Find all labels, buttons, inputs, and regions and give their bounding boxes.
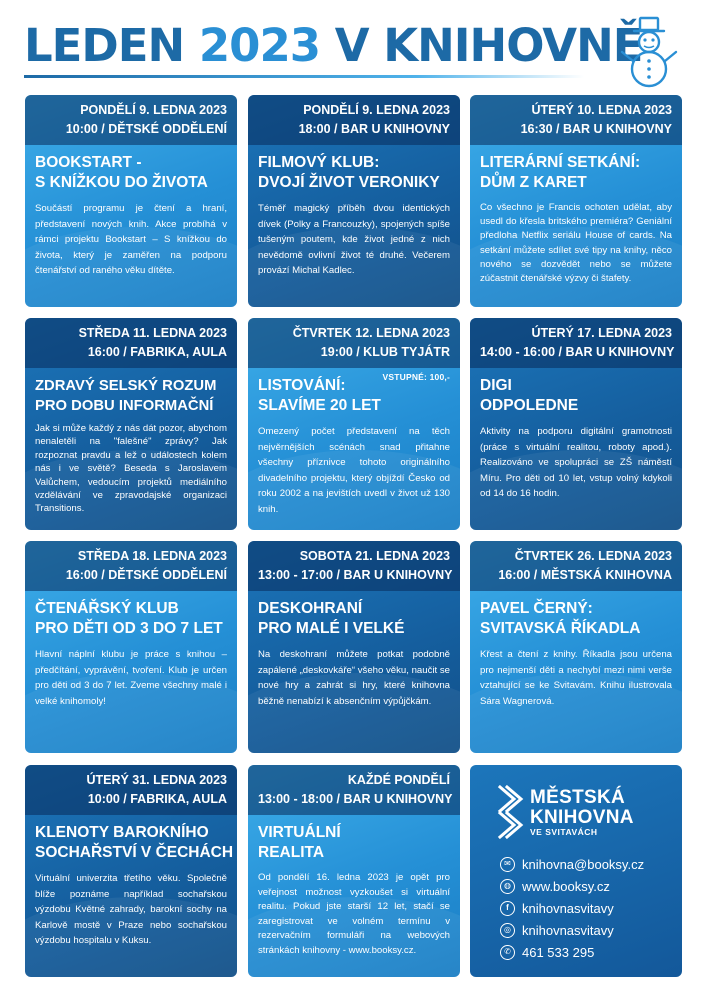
event-description: Jak si může každý z nás dát pozor, abychom nenaletěli na "falešné" zprávy? Jak rozpoznat pravdu a lež o událostech kolem nás i ve světě? Beseda s Jaroslavem Valůchem, vedoucím projektů mediálního vzdělávání ve zpravodajské organizaci Transitions.: [35, 423, 227, 515]
event-title-line: S KNÍŽKOU DO ŽIVOTA: [35, 174, 208, 191]
event-header: [248, 765, 460, 815]
event-date: ÚTERÝ 31. LEDNA 2023: [86, 773, 227, 787]
event-time-place: 10:00 / FABRIKA, AULA: [87, 792, 227, 806]
event-title-line: REALITA: [258, 844, 325, 861]
event-title: [35, 599, 227, 639]
event-title-line: DESKOHRANÍ: [258, 600, 363, 617]
event-date: ČTVRTEK 12. LEDNA 2023: [292, 326, 450, 340]
card-decoration: [25, 673, 237, 753]
event-time-place: 16:00 / DĚTSKÉ ODDĚLENÍ: [65, 568, 227, 582]
event-date: STŘEDA 18. LEDNA 2023: [77, 549, 227, 563]
event-card-reading-club: [25, 541, 237, 753]
card-decoration: [470, 227, 682, 307]
title-underline: [24, 75, 584, 78]
event-description: Součástí programu je čtení a hraní, představení nových knih. Akce probíhá v rámci projektu Bookstart – S knížkou do života, který je zaměřen na podporu čtenářství od raného věku dítěte.: [35, 203, 227, 276]
contact-website-text[interactable]: www.booksy.cz: [522, 878, 610, 894]
event-title-line: KLENOTY BAROKNÍHO: [35, 824, 209, 841]
logo-text-line2: KNIHOVNA: [530, 807, 634, 828]
event-description: Křest a čtení z knihy. Říkadla jsou určena pro nejmenší děti a nechybí mezi nimi verše vztahující se ke Svitavám. Knihu ilustrovala Sára Wagnerová.: [480, 649, 672, 707]
event-header: [470, 541, 682, 591]
event-time-place: 19:00 / KLUB TYJÁTR: [320, 345, 450, 359]
card-decoration: [248, 227, 460, 307]
facebook-icon: f: [500, 901, 515, 916]
event-card-common-sense: [25, 318, 237, 530]
contact-facebook[interactable]: [500, 897, 680, 919]
event-title-line: LITERÁRNÍ SETKÁNÍ:: [480, 154, 641, 171]
card-decoration: [470, 450, 682, 530]
library-contact-card: [470, 765, 682, 977]
title-rest: V KNIHOVNĚ: [334, 19, 643, 72]
event-description: Téměř magický příběh dvou identických dívek (Polky a Francouzky), spojených spíše tušeným poutem, kde život jedné z nich nevědomě ovlivní život té druhé. Večerem provází Michal Kadlec.: [258, 203, 450, 276]
contact-email-text[interactable]: knihovna@booksy.cz: [522, 856, 645, 872]
contact-facebook-text[interactable]: knihovnasvitavy: [522, 900, 614, 916]
event-date: ČTVRTEK 26. LEDNA 2023: [514, 549, 672, 563]
contact-instagram-text[interactable]: knihovnasvitavy: [522, 922, 614, 938]
library-logo: [496, 785, 666, 845]
event-title-line: SVITAVSKÁ ŘÍKADLA: [480, 620, 641, 637]
card-decoration: [25, 897, 237, 977]
event-title-line: PRO MALÉ I VELKÉ: [258, 620, 405, 637]
contact-list: [500, 853, 680, 963]
card-decoration: [25, 227, 237, 307]
event-header: [248, 95, 460, 145]
event-header: [470, 318, 682, 368]
logo-text-line3: VE SVITAVÁCH: [530, 827, 598, 837]
event-date: SOBOTA 21. LEDNA 2023: [299, 549, 450, 563]
event-title-line: ODPOLEDNE: [480, 397, 579, 414]
event-card-digi-afternoon: [470, 318, 682, 530]
event-time-place: 18:00 / BAR U KNIHOVNY: [298, 122, 450, 136]
event-title-line: DŮM Z KARET: [480, 174, 587, 191]
page-title: [24, 19, 643, 72]
event-title-line: VIRTUÁLNÍ: [258, 824, 341, 841]
event-card-film-club: [248, 95, 460, 307]
event-description: Od pondělí 16. ledna 2023 je opět pro veřejnost možnost vyzkoušet si virtuální realitu. Pokud jste starší 12 let, stačí se zaregistrovat ve volném termínu v rezervačním formuláři na webových stránkách knihovny - www.booksy.cz.: [258, 872, 450, 956]
event-title-line: BOOKSTART -: [35, 154, 142, 171]
event-title: [258, 376, 450, 416]
event-card-board-games: [248, 541, 460, 753]
event-time-place: 10:00 / DĚTSKÉ ODDĚLENÍ: [65, 122, 227, 136]
event-time-place: 13:00 - 17:00 / BAR U KNIHOVNY: [258, 568, 453, 582]
event-time-place: 16:00 / FABRIKA, AULA: [87, 345, 227, 359]
event-title: [258, 153, 450, 193]
event-header: [248, 541, 460, 591]
event-header: [25, 765, 237, 815]
event-title-line: LISTOVÁNÍ:: [258, 377, 346, 394]
event-card-svitavy-rhymes: [470, 541, 682, 753]
event-date: PONDĚLÍ 9. LEDNA 2023: [303, 103, 450, 117]
event-description: Aktivity na podporu digitální gramotnosti (práce s virtuální realitou, roboty apod.). Realizováno ve spolupráci se ZŠ náměstí Míru. Pro děti od 10 let, vstup volný kdykoli od 14 do 16 hodin.: [480, 426, 672, 499]
phone-icon: ✆: [500, 945, 515, 960]
event-date: STŘEDA 11. LEDNA 2023: [78, 326, 227, 340]
card-decoration: [470, 673, 682, 753]
globe-icon: ◍: [500, 879, 515, 894]
title-year: 2023: [198, 19, 321, 72]
event-time-place: 14:00 - 16:00 / BAR U KNIHOVNY: [480, 345, 675, 359]
event-time-place: 16:30 / BAR U KNIHOVNY: [520, 122, 672, 136]
event-date: ÚTERÝ 17. LEDNA 2023: [531, 326, 672, 340]
logo-text-line1: MĚSTSKÁ: [530, 787, 625, 808]
card-decoration: [248, 673, 460, 753]
event-price: VSTUPNÉ: 100,-: [382, 372, 450, 382]
event-card-listovani: [248, 318, 460, 530]
event-title: [35, 376, 227, 416]
event-date: KAŽDÉ PONDĚLÍ: [347, 773, 450, 787]
card-decoration: [248, 897, 460, 977]
event-title-line: PRO DOBU INFORMAČNÍ: [35, 398, 214, 414]
card-decoration: [25, 450, 237, 530]
event-date: PONDĚLÍ 9. LEDNA 2023: [80, 103, 227, 117]
event-header: [248, 318, 460, 368]
event-description: Na deskohraní můžete potkat podobně zapálené „deskovkáře“ všeho věku, naučit se nové hry a zahrát si hry, které knihovna běžně nenabízí k absenčním výpůjčkám.: [258, 649, 450, 707]
contact-website[interactable]: [500, 875, 680, 897]
event-description: Omezený počet představení na těch nejvěrnějších scénách snad přitahne všechny příznivce tohoto originálního divadelního projektu, který objíždí Česko od roku 2002 a na jevištích uvedl v život už 130 knih.: [258, 426, 450, 515]
title-month: LEDEN: [24, 19, 185, 72]
event-title-line: SLAVÍME 20 LET: [258, 397, 381, 414]
event-title: [258, 823, 450, 863]
instagram-icon: ◎: [500, 923, 515, 938]
event-card-bookstart: [25, 95, 237, 307]
event-title-line: PAVEL ČERNÝ:: [480, 600, 593, 617]
event-title-line: ZDRAVÝ SELSKÝ ROZUM: [35, 378, 217, 394]
event-description: Hlavní náplní klubu je práce s knihou – předčítání, vyprávění, tvoření. Klub je určen pro děti od 3 do 7 let. Zveme všechny malé i velké knihomoly!: [35, 649, 227, 707]
page-header: [24, 19, 643, 77]
contact-phone-text[interactable]: 461 533 295: [522, 944, 595, 960]
event-description: Co všechno je Francis ochoten udělat, aby usedl do křesla britského premiéra? Geniální předloha Netflix seriálu House of cards. Na setkání můžete sdílet své tipy na knihy, něco nového se dozvědět nebo se můžete zúčastnit čtenářské výzvy či štafety.: [480, 202, 672, 285]
event-time-place: 16:00 / MĚSTSKÁ KNIHOVNA: [498, 568, 672, 582]
event-date: ÚTERÝ 10. LEDNA 2023: [531, 103, 672, 117]
event-title-line: PRO DĚTI OD 3 DO 7 LET: [35, 620, 223, 637]
event-header: [470, 95, 682, 145]
event-title: [480, 599, 672, 639]
event-title-line: DIGI: [480, 377, 512, 394]
event-title: [480, 376, 672, 416]
event-time-place: 13:00 - 18:00 / BAR U KNIHOVNY: [258, 792, 453, 806]
event-header: [25, 318, 237, 368]
event-title: [35, 153, 227, 193]
library-logo-icon: [496, 785, 526, 839]
event-title: [258, 599, 450, 639]
snowman-icon: [618, 16, 680, 90]
contact-email[interactable]: [500, 853, 680, 875]
event-header: [25, 541, 237, 591]
event-title-line: SOCHAŘSTVÍ V ČECHÁCH: [35, 844, 234, 861]
event-title: [35, 823, 234, 863]
card-decoration: [248, 450, 460, 530]
event-card-literary-meeting: [470, 95, 682, 307]
contact-instagram[interactable]: [500, 919, 680, 941]
email-icon: ✉: [500, 857, 515, 872]
contact-phone[interactable]: [500, 941, 680, 963]
event-description: Virtuální univerzita třetího věku. Společně blíže poznáme například sochařskou výzdobu Květné zahrady, barokní sochy na Karlově mostě v Praze nebo sochařskou výzdobu hospitalu v Kuksu.: [35, 873, 227, 946]
event-header: [25, 95, 237, 145]
event-card-virtual-reality: [248, 765, 460, 977]
event-title-line: ČTENÁŘSKÝ KLUB: [35, 600, 179, 617]
event-title-line: FILMOVÝ KLUB:: [258, 154, 380, 171]
event-title: [480, 153, 672, 193]
event-title-line: DVOJÍ ŽIVOT VERONIKY: [258, 174, 440, 191]
event-card-baroque-sculpture: [25, 765, 237, 977]
